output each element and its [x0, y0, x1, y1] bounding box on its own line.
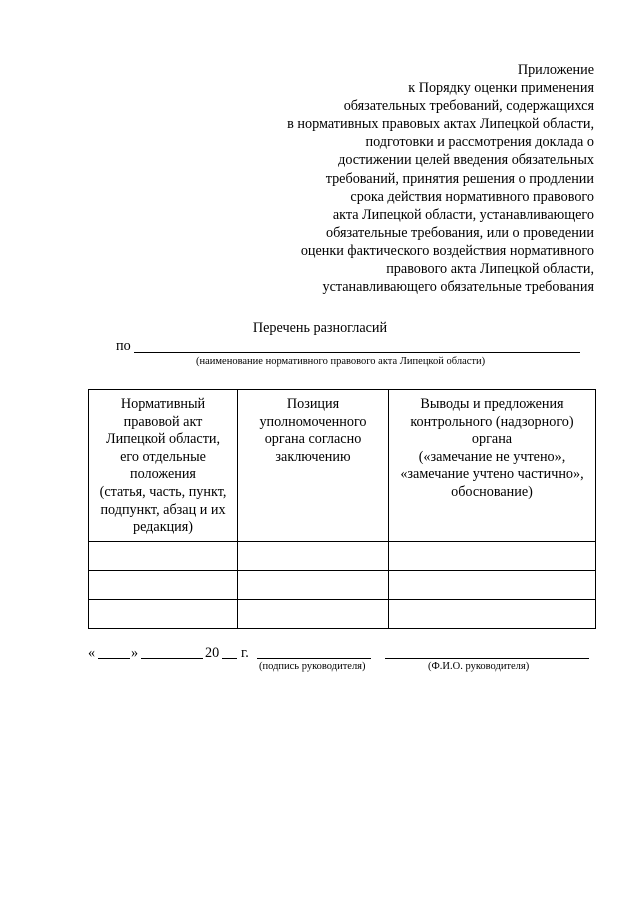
disagreements-table [88, 389, 596, 629]
header-line: его отдельные [120, 448, 206, 465]
appendix-line: оценки фактического воздействия нормативного [300, 242, 594, 259]
table-cell[interactable] [389, 570, 596, 599]
table-cell[interactable] [238, 599, 389, 628]
header-line: (статья, часть, пункт, [99, 483, 227, 500]
table-cell[interactable] [238, 541, 389, 570]
table-cell[interactable] [89, 599, 238, 628]
header-line: заключению [275, 448, 351, 465]
appendix-line: к Порядку оценки применения [408, 80, 594, 97]
year-suffix: г. [241, 645, 249, 661]
header-line: Липецкой области, [105, 431, 221, 448]
appendix-block [287, 61, 594, 296]
header-line: положения [130, 466, 196, 483]
name-caption: (Ф.И.О. руководителя) [428, 661, 530, 672]
table-cell[interactable] [389, 541, 596, 570]
appendix-line: обязательные требования, или о проведении [326, 224, 594, 241]
table-cell[interactable] [389, 599, 596, 628]
year-blank [222, 658, 237, 659]
signature-caption: (подпись руководителя) [259, 661, 366, 672]
table-row [89, 541, 596, 570]
appendix-line: достижении целей введения обязательных [338, 152, 594, 169]
document-title: Перечень разногласий [252, 320, 388, 336]
appendix-line: требований, принятия решения о продлении [325, 170, 594, 187]
header-authority-position [238, 390, 389, 542]
appendix-line: в нормативных правовых актах Липецкой области, [287, 116, 594, 133]
table-cell[interactable] [89, 570, 238, 599]
appendix-line: Приложение [517, 62, 594, 78]
header-line: («замечание не учтено», [418, 448, 566, 465]
header-line: подпункт, абзац и их [100, 501, 226, 518]
date-close-quote: » [131, 645, 139, 661]
table-row [89, 599, 596, 628]
header-line: редакция) [132, 519, 194, 536]
appendix-line: акта Липецкой области, устанавливающего [332, 206, 594, 223]
appendix-line: обязательных требований, содержащихся [343, 98, 594, 115]
header-line: уполномоченного [259, 413, 367, 430]
header-control-body-conclusions [389, 390, 596, 542]
header-line: органа согласно [264, 431, 362, 448]
table-cell[interactable] [238, 570, 389, 599]
table-row [89, 570, 596, 599]
header-line: обоснование) [451, 483, 533, 500]
date-day-blank [98, 658, 130, 659]
year-prefix: 20 [205, 645, 220, 661]
header-line: органа [471, 431, 513, 448]
name-blank [385, 658, 589, 659]
appendix-line: срока действия нормативного правового [350, 188, 594, 205]
appendix-line: правового акта Липецкой области, [386, 261, 594, 278]
date-open-quote: « [88, 645, 96, 661]
table-header-row [89, 390, 596, 542]
appendix-line: подготовки и рассмотрения доклада о [365, 134, 594, 151]
header-line: Нормативный [120, 396, 206, 412]
header-line: контрольного (надзорного) [410, 413, 574, 430]
act-name-fill-line [134, 352, 580, 353]
header-legal-act [89, 390, 238, 542]
po-label: по [116, 338, 131, 354]
signature-blank [257, 658, 371, 659]
table-cell[interactable] [89, 541, 238, 570]
act-name-caption: (наименование нормативного правового акта Липецкой области) [196, 356, 486, 367]
header-line: Выводы и предложения [420, 396, 564, 412]
appendix-line: устанавливающего обязательные требования [322, 279, 594, 296]
header-line: Позиция [286, 396, 340, 412]
header-line: правовой акт [123, 413, 203, 430]
header-line: «замечание учтено частично», [400, 466, 584, 483]
date-month-blank [141, 658, 203, 659]
